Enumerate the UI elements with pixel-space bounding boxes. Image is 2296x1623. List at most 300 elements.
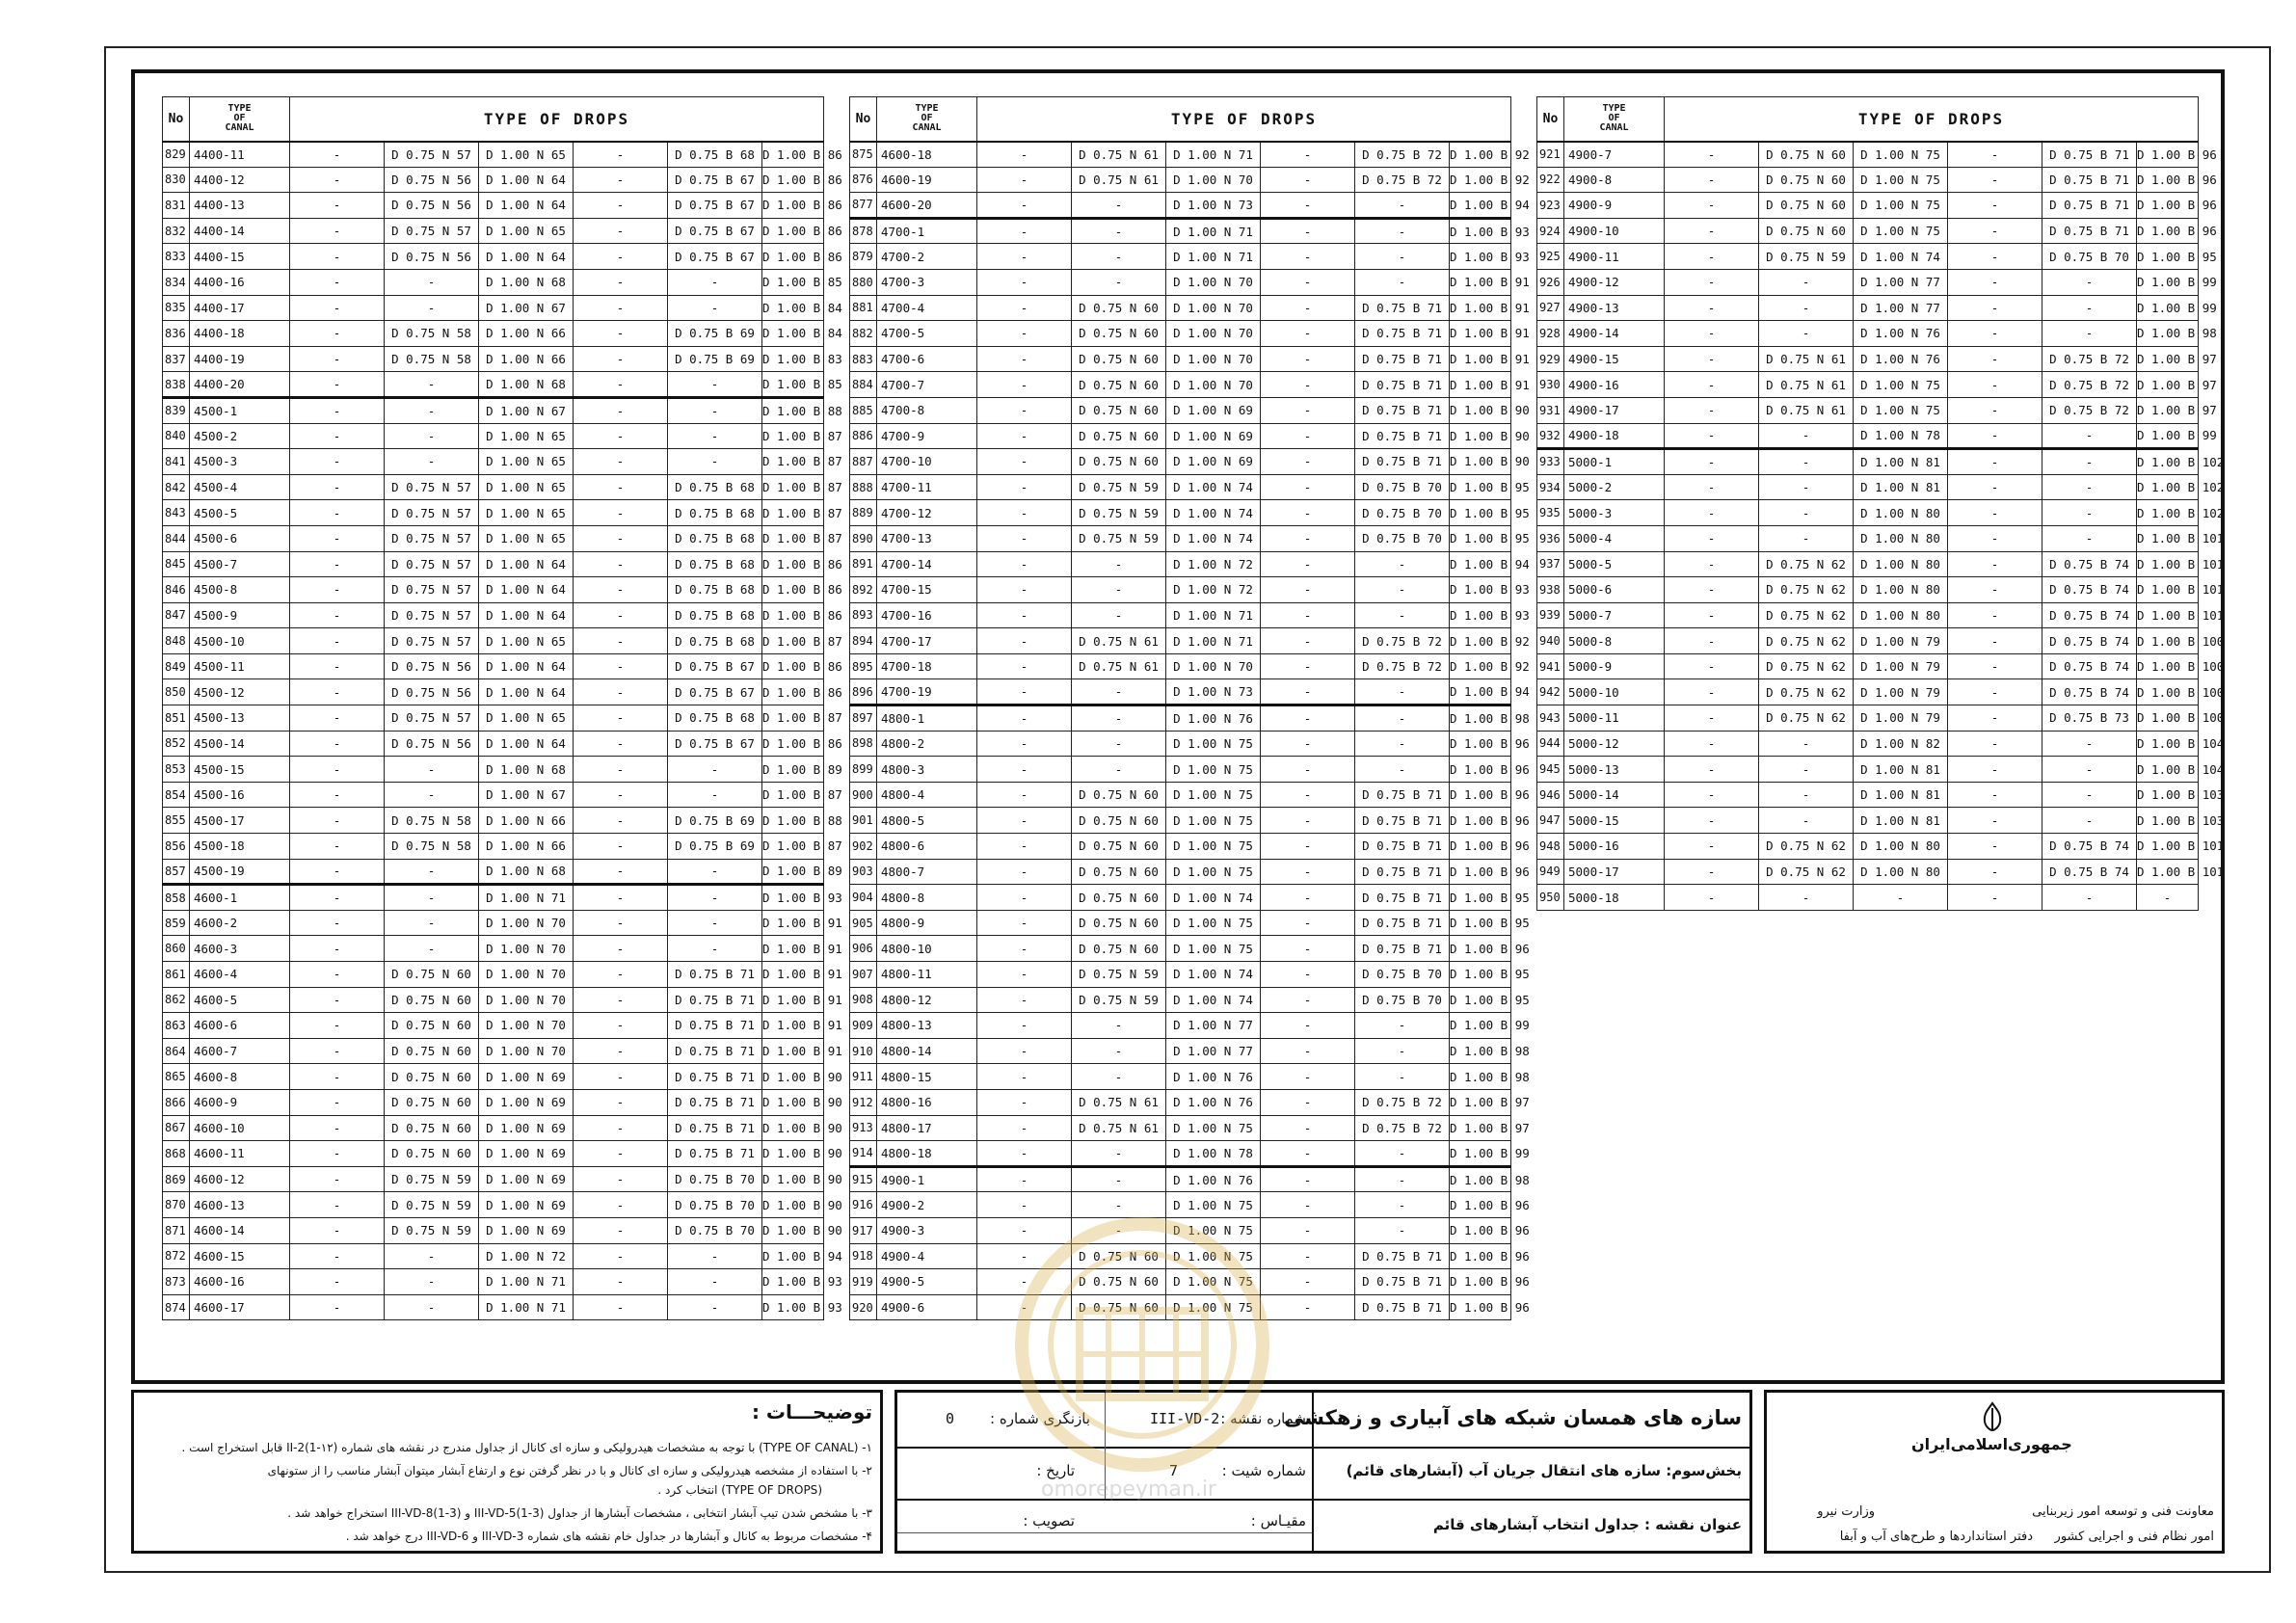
drop-type-cell: - [977,1064,1072,1090]
canal-type: 4500-4 [190,474,290,500]
canal-type: 4900-15 [1564,346,1665,372]
canal-type: 4500-16 [190,782,290,808]
drop-type-cell: - [574,1038,668,1064]
canal-type: 5000-10 [1564,679,1665,705]
row-no: 879 [850,244,877,270]
row-no: 870 [163,1192,190,1218]
organization-box [1764,1390,2225,1554]
row-no: 885 [850,397,877,423]
row-no: 927 [1537,295,1564,321]
drop-type-cell: D 0.75 N 59 [1072,987,1166,1013]
canal-type: 4600-16 [190,1269,290,1295]
drop-type-cell: - [290,782,385,808]
table-row [850,1064,1511,1090]
drop-type-cell: D 0.75 B 70 [668,1166,762,1192]
table-row [1537,577,2199,603]
drop-type-cell: - [1665,244,1759,270]
table-row [163,551,824,577]
canal-type: 4500-13 [190,705,290,732]
drop-type-cell: - [2042,808,2137,834]
canal-type: 4900-2 [877,1192,977,1218]
canal-type: 4500-2 [190,423,290,449]
drop-type-cell: D 1.00 N 69 [479,1192,574,1218]
drop-type-cell: - [1948,142,2042,168]
drop-type-cell: D 0.75 B 71 [1355,1243,1450,1269]
drop-type-cell: - [1355,602,1450,628]
drop-type-cell: D 1.00 N 80 [1854,859,1948,885]
drop-type-cell: D 0.75 N 57 [385,602,479,628]
row-no: 889 [850,500,877,526]
table-row [163,1269,824,1295]
canal-type: 4900-7 [1564,142,1665,168]
canal-type: 4700-19 [877,679,977,705]
drop-type-cell: - [290,167,385,193]
drop-type-cell: D 1.00 B 99 [2137,269,2199,295]
row-no: 881 [850,295,877,321]
drop-type-cell: - [977,757,1072,783]
drop-type-cell: - [385,423,479,449]
canal-type: 4900-13 [1564,295,1665,321]
drop-type-cell: D 0.75 N 60 [385,1089,479,1115]
drop-type-cell: D 0.75 B 70 [1355,525,1450,551]
drop-type-cell: D 0.75 N 58 [385,808,479,834]
drop-type-cell: - [977,142,1072,168]
canal-type: 4900-12 [1564,269,1665,295]
drop-type-cell: - [574,731,668,757]
table-row [163,1217,824,1243]
drop-type-cell: D 1.00 N 66 [479,834,574,860]
drop-type-cell: D 1.00 B 93 [1450,602,1511,628]
canal-type: 4400-15 [190,244,290,270]
drop-type-cell: - [1665,142,1759,168]
drop-type-cell: D 0.75 B 74 [2042,551,2137,577]
drop-type-cell: D 1.00 B 101 [2137,602,2199,628]
drop-type-cell: D 0.75 B 70 [1355,987,1450,1013]
drop-type-cell: D 1.00 B 85 [762,372,824,398]
row-no: 949 [1537,859,1564,885]
row-no: 948 [1537,834,1564,860]
row-no: 857 [163,859,190,885]
drop-type-cell: - [977,295,1072,321]
drop-type-cell: - [977,1115,1072,1141]
table-row [850,269,1511,295]
canal-type: 4600-1 [190,885,290,911]
row-no: 835 [163,295,190,321]
row-no: 914 [850,1141,877,1167]
drop-type-cell: - [1261,474,1355,500]
canal-type: 4700-11 [877,474,977,500]
row-no: 888 [850,474,877,500]
drop-type-cell: D 1.00 B 95 [1450,910,1511,936]
drop-type-cell: - [1261,1243,1355,1269]
table-row [163,936,824,962]
table-row [163,731,824,757]
drop-type-cell: - [290,1141,385,1167]
canal-type: 4600-7 [190,1038,290,1064]
drop-type-cell: D 1.00 N 76 [1166,1089,1261,1115]
drop-type-cell: D 1.00 N 70 [1166,167,1261,193]
drop-type-cell: D 1.00 B 90 [1450,423,1511,449]
drop-type-cell: D 1.00 N 80 [1854,551,1948,577]
drop-type-cell: D 1.00 N 70 [479,910,574,936]
watermark-logo [1002,1219,1282,1508]
drop-type-cell: - [574,193,668,219]
table-row [1537,782,2199,808]
drop-type-cell: D 1.00 B 98 [1450,1038,1511,1064]
drop-type-cell: - [574,885,668,911]
table-row [850,193,1511,219]
canal-type: 4400-13 [190,193,290,219]
note-4: ۴- مشخصات مربوط به کانال و آبشارها در جداول خام نقشه های شماره III-VD-3 و III-VD-6 درج خواهد شد . [345,1530,872,1543]
drop-type-cell: D 0.75 B 67 [668,731,762,757]
drop-type-cell: - [574,397,668,423]
drop-type-cell: - [1261,372,1355,398]
drop-type-cell: D 0.75 N 60 [1759,142,1854,168]
drop-type-cell: D 1.00 N 77 [1854,295,1948,321]
row-no: 840 [163,423,190,449]
drop-type-cell: D 1.00 B 100 [2137,679,2199,705]
table-row [163,1013,824,1039]
drop-type-cell: D 0.75 B 70 [668,1217,762,1243]
row-no: 886 [850,423,877,449]
table-row [163,500,824,526]
drop-type-cell: - [1261,628,1355,654]
drop-type-cell: D 1.00 B 91 [762,910,824,936]
drop-type-cell: - [1355,1192,1450,1218]
drop-type-cell: - [1261,731,1355,757]
drop-type-cell: D 0.75 N 60 [1072,885,1166,911]
drop-type-cell: D 0.75 B 71 [668,987,762,1013]
drop-type-cell: - [290,474,385,500]
canal-type: 5000-2 [1564,474,1665,500]
table-row [163,269,824,295]
drop-type-cell: D 1.00 B 102 [2137,500,2199,526]
table-row [850,859,1511,885]
drop-type-cell: - [290,1192,385,1218]
republic-label: جمهوری‌اسلامی‌ایران [1911,1435,2072,1453]
drop-type-cell: - [1948,449,2042,475]
drop-type-cell: - [1072,1192,1166,1218]
drop-type-cell: D 1.00 N 70 [1166,372,1261,398]
row-no: 872 [163,1243,190,1269]
drop-type-cell: D 0.75 B 68 [668,705,762,732]
table-row [163,423,824,449]
row-no: 931 [1537,397,1564,423]
drop-type-cell: - [1665,218,1759,244]
drop-type-cell: - [668,885,762,911]
drop-type-cell: D 0.75 N 59 [1072,962,1166,988]
drop-type-cell: D 1.00 N 71 [479,885,574,911]
drop-type-cell: - [1261,193,1355,219]
drop-type-cell: D 0.75 N 60 [1072,1269,1166,1295]
drop-type-cell: D 1.00 N 76 [1854,346,1948,372]
drop-type-cell: - [1948,782,2042,808]
drop-type-cell: - [1948,295,2042,321]
drop-type-cell: - [385,1269,479,1295]
drop-type-cell: D 0.75 B 69 [668,808,762,834]
row-no: 834 [163,269,190,295]
drop-type-cell: - [1072,1064,1166,1090]
drop-type-cell: - [977,269,1072,295]
drop-type-cell: - [977,1166,1072,1192]
drop-type-cell: - [1261,885,1355,911]
table-row [1537,859,2199,885]
drop-type-cell: - [977,936,1072,962]
canal-type: 4900-17 [1564,397,1665,423]
drop-type-cell: D 1.00 B 86 [762,679,824,705]
drop-type-cell: D 1.00 B 91 [762,987,824,1013]
drop-type-cell: D 0.75 N 56 [385,244,479,270]
drop-type-cell: D 0.75 N 60 [385,1013,479,1039]
drop-type-cell: - [1665,295,1759,321]
drop-type-cell: D 1.00 B 96 [1450,936,1511,962]
drop-type-cell: - [668,372,762,398]
drop-type-cell: D 1.00 N 76 [1166,1166,1261,1192]
drop-type-cell: D 1.00 N 65 [479,705,574,732]
drop-type-cell: D 0.75 N 60 [385,1141,479,1167]
canal-type: 4800-8 [877,885,977,911]
drop-type-cell: - [1261,808,1355,834]
canal-type: 4600-12 [190,1166,290,1192]
drop-type-cell: D 1.00 B 86 [762,193,824,219]
drop-type-cell: D 1.00 N 71 [1166,142,1261,168]
row-no: 829 [163,142,190,168]
drop-type-cell: - [977,1217,1072,1243]
drop-type-cell: D 0.75 B 71 [668,1115,762,1141]
row-no: 843 [163,500,190,526]
table-row [163,346,824,372]
drop-type-cell: D 0.75 B 67 [668,653,762,679]
drop-type-cell: - [574,834,668,860]
drop-type-cell: D 1.00 B 88 [762,397,824,423]
row-no: 839 [163,397,190,423]
drop-type-cell: D 0.75 N 58 [385,834,479,860]
drop-type-cell: D 0.75 N 60 [1759,218,1854,244]
drop-type-cell: - [1665,808,1759,834]
canal-type: 4500-14 [190,731,290,757]
drop-type-cell: - [574,142,668,168]
drop-type-cell: - [1261,1089,1355,1115]
drop-type-cell: - [290,193,385,219]
row-no: 936 [1537,525,1564,551]
table-row [1537,679,2199,705]
table-row [163,397,824,423]
drop-type-cell: D 1.00 N 79 [1854,653,1948,679]
drop-type-cell: - [1261,449,1355,475]
drop-type-cell: D 1.00 N 71 [479,1294,574,1320]
canal-type: 4500-9 [190,602,290,628]
drop-type-cell: D 0.75 N 61 [1072,1089,1166,1115]
drop-type-cell: D 1.00 N 70 [1166,653,1261,679]
drop-type-cell: D 1.00 B 99 [1450,1141,1511,1167]
drop-type-cell: D 1.00 N 80 [1854,577,1948,603]
canal-type: 4700-6 [877,346,977,372]
drop-type-cell: - [1759,269,1854,295]
drop-type-cell: - [977,987,1072,1013]
drop-type-cell: - [574,910,668,936]
row-no: 950 [1537,885,1564,911]
row-no: 915 [850,1166,877,1192]
drop-type-cell: D 1.00 N 68 [479,757,574,783]
drop-type-cell: D 1.00 B 97 [2137,372,2199,398]
drop-type-cell: D 0.75 N 56 [385,679,479,705]
drop-type-cell: D 1.00 B 92 [1450,628,1511,654]
drop-type-cell: - [1665,449,1759,475]
drop-type-cell: D 1.00 N 65 [479,525,574,551]
drop-type-cell: - [1072,705,1166,732]
canal-type: 5000-1 [1564,449,1665,475]
drop-type-cell: - [290,757,385,783]
drop-type-cell: D 0.75 B 67 [668,167,762,193]
drop-type-cell: - [1355,269,1450,295]
row-no: 892 [850,577,877,603]
canal-type: 4500-1 [190,397,290,423]
canal-type: 4700-3 [877,269,977,295]
drop-type-cell: D 0.75 B 71 [1355,1269,1450,1295]
table-row [163,449,824,475]
canal-type: 4800-10 [877,936,977,962]
row-no: 916 [850,1192,877,1218]
drop-type-cell: D 1.00 N 80 [1854,834,1948,860]
drop-type-cell: - [1948,423,2042,449]
drop-type-cell: - [1948,885,2042,911]
drop-type-cell: - [977,346,1072,372]
drop-type-cell: - [574,705,668,732]
drop-type-cell: D 1.00 N 75 [1166,1269,1261,1295]
table-row [850,834,1511,860]
drop-type-cell: - [290,1294,385,1320]
drop-type-cell: D 0.75 B 71 [1355,346,1450,372]
canal-type: 4900-9 [1564,193,1665,219]
canal-type: 4700-1 [877,218,977,244]
drop-type-cell: D 0.75 B 72 [2042,372,2137,398]
drop-type-cell: - [977,1038,1072,1064]
row-no: 831 [163,193,190,219]
row-no: 905 [850,910,877,936]
drop-type-cell: - [977,1141,1072,1167]
drop-type-cell: - [1261,525,1355,551]
drop-type-cell: - [977,193,1072,219]
canal-type: 4800-1 [877,705,977,732]
drop-type-cell: D 1.00 B 96 [1450,1217,1511,1243]
drop-type-cell: D 1.00 B 94 [762,1243,824,1269]
table-row [1537,551,2199,577]
drop-type-cell: D 1.00 B 91 [762,936,824,962]
drop-type-cell: D 0.75 N 60 [1072,449,1166,475]
drawing-title: عنوان نقشه : جداول انتخاب آبشارهای قائم [1432,1516,1742,1533]
table-row [850,1038,1511,1064]
row-no: 904 [850,885,877,911]
canal-type: 5000-18 [1564,885,1665,911]
row-no: 930 [1537,372,1564,398]
drop-type-cell: - [1072,551,1166,577]
drop-type-cell: - [290,1217,385,1243]
drop-type-cell: D 1.00 B 94 [1450,551,1511,577]
drop-type-cell: D 0.75 N 60 [1072,936,1166,962]
drop-type-cell: - [977,449,1072,475]
drop-type-cell: D 0.75 B 71 [668,1141,762,1167]
drop-type-cell: D 1.00 N 68 [479,859,574,885]
drop-type-cell: D 1.00 N 75 [1166,1243,1261,1269]
drop-type-cell: D 1.00 B 86 [762,218,824,244]
drop-type-cell: - [290,1269,385,1295]
drop-type-cell: D 1.00 B 96 [1450,782,1511,808]
drop-type-cell: - [2137,885,2199,911]
row-no: 900 [850,782,877,808]
table-row [163,885,824,911]
drop-type-cell: D 0.75 N 62 [1759,653,1854,679]
canal-type: 4500-6 [190,525,290,551]
drop-type-cell: D 1.00 N 66 [479,808,574,834]
drop-type-cell: - [574,1013,668,1039]
canal-type: 4400-16 [190,269,290,295]
note-2: ۲- با استفاده از مشخصه هیدرولیکی و سازه ای کانال و با در نظر گرفتن نوع و ارتفاع آبشار میتوان آبشار مناسب را از ستونهای [267,1464,872,1477]
drop-type-cell: D 0.75 N 59 [1072,500,1166,526]
drop-type-cell: - [574,269,668,295]
drop-type-cell: - [1072,757,1166,783]
drop-type-cell: - [1759,474,1854,500]
table-row [163,1294,824,1320]
drop-type-cell: D 1.00 N 73 [1166,679,1261,705]
drop-type-cell: - [1948,551,2042,577]
canal-type: 4400-14 [190,218,290,244]
drop-type-cell: D 0.75 B 71 [1355,834,1450,860]
row-no: 836 [163,321,190,347]
drop-type-cell: - [1261,1192,1355,1218]
drop-type-cell: D 0.75 N 60 [1072,346,1166,372]
canal-type: 5000-6 [1564,577,1665,603]
canal-type: 4700-15 [877,577,977,603]
table-row [850,1141,1511,1167]
row-no: 871 [163,1217,190,1243]
drop-type-cell: D 1.00 B 100 [2137,705,2199,732]
drop-type-cell: D 0.75 N 58 [385,321,479,347]
drop-type-cell: - [290,1013,385,1039]
table-row [163,577,824,603]
canal-type: 4400-17 [190,295,290,321]
table-row [1537,321,2199,347]
drop-type-cell: D 1.00 B 93 [1450,577,1511,603]
drop-type-cell: - [290,834,385,860]
drop-type-cell: D 0.75 B 67 [668,244,762,270]
technical-affairs-label: امور نظام فنی و اجرایی کشور [2054,1530,2214,1544]
drop-type-cell: - [668,423,762,449]
drop-type-cell: - [1261,1141,1355,1167]
row-no: 898 [850,731,877,757]
table-row [163,962,824,988]
drop-type-cell: D 0.75 B 71 [1355,397,1450,423]
drop-type-cell: D 1.00 B 98 [1450,1064,1511,1090]
drop-type-cell: D 0.75 B 72 [1355,1115,1450,1141]
deputy-label: معاونت فنی و توسعه امور زیربنایی [2032,1504,2214,1519]
drop-type-cell: D 1.00 N 79 [1854,679,1948,705]
drop-type-cell: D 1.00 B 100 [2137,653,2199,679]
canal-type: 4400-20 [190,372,290,398]
table-row [850,321,1511,347]
drop-type-cell: - [1355,731,1450,757]
table-row [1537,808,2199,834]
drop-type-cell: D 0.75 N 60 [1759,193,1854,219]
row-no: 875 [850,142,877,168]
canal-type: 4800-9 [877,910,977,936]
drop-type-cell: - [668,936,762,962]
canal-type: 5000-11 [1564,705,1665,732]
drop-type-cell: D 0.75 N 57 [385,705,479,732]
drop-type-cell: D 0.75 B 74 [2042,602,2137,628]
drop-type-cell: - [1948,500,2042,526]
drop-type-cell: D 1.00 B 94 [1450,679,1511,705]
table-row [163,1115,824,1141]
